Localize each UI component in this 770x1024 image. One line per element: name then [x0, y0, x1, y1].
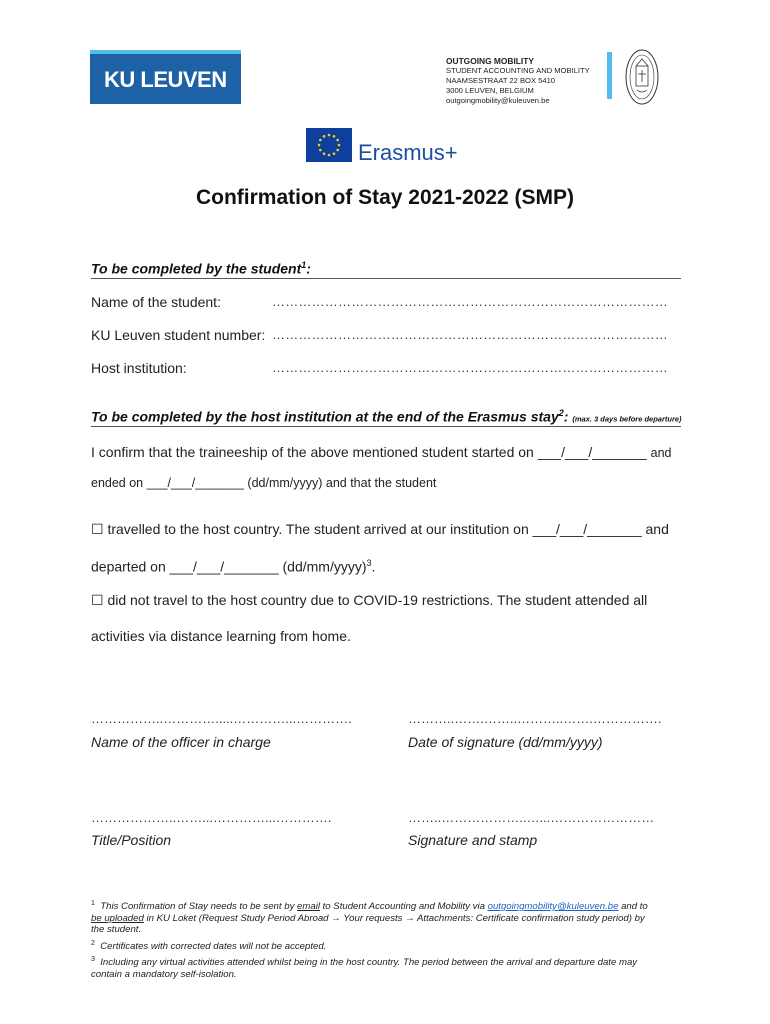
- title-position-label: Title/Position: [91, 832, 172, 848]
- eu-star-icon: [323, 152, 326, 155]
- fn-text: and to: [618, 901, 648, 913]
- eu-star-icon: [319, 139, 322, 142]
- confirm-text: I confirm that the traineeship of the above mentioned student started on ___/___/_______: [91, 444, 647, 460]
- accent-bar: [607, 52, 612, 99]
- fn-text: in KU Loket (Request Study Period Abroad → Your requests → Attachments: Certificate confirmation study period) by: [143, 912, 645, 924]
- footnote-2: [91, 938, 326, 953]
- heading-text: To be completed by the student: [91, 260, 302, 277]
- student-name-field[interactable]: ………………………………………………………………………………: [272, 294, 668, 309]
- no-travel-continuation: activities via distance learning from home.: [91, 628, 351, 644]
- student-number-label: KU Leuven student number:: [91, 327, 266, 343]
- eu-star-icon: [338, 144, 341, 147]
- heading-text: To be completed by the host institution at the end of the Erasmus stay: [91, 408, 559, 425]
- footnote-number: 1: [91, 900, 95, 907]
- travelled-option[interactable]: [91, 521, 669, 538]
- deadline-note: (max. 3 days before departure): [572, 414, 682, 424]
- no-travel-checkbox[interactable]: ☐: [91, 592, 104, 608]
- fn-text: Certificates with corrected dates will not be accepted.: [100, 941, 327, 953]
- signature-date-field[interactable]: ………..…….……..………..…….…………….: [408, 711, 662, 726]
- officer-name-field[interactable]: ……………..………….....…………...………….: [91, 711, 352, 726]
- footnote-number: 2: [91, 940, 95, 947]
- host-institution-label: Host institution:: [91, 360, 187, 376]
- fn-text: to Student Accounting and Mobility via: [319, 901, 488, 913]
- footnote-3: [91, 954, 691, 980]
- fn-text: email: [297, 901, 320, 913]
- confirm-start-line[interactable]: [91, 444, 671, 460]
- host-institution-field[interactable]: ………………………………………………………………………………: [272, 360, 668, 375]
- ended-line[interactable]: ended on ___/___/_______ (dd/mm/yyyy) and that the student: [91, 476, 437, 490]
- fn-text: be uploaded: [91, 912, 144, 924]
- eu-star-icon: [333, 135, 336, 138]
- fn-text: the student.: [91, 924, 142, 936]
- student-section-heading: [91, 260, 311, 277]
- address-block: [446, 56, 590, 106]
- eu-star-icon: [319, 149, 322, 152]
- footnote-1: [91, 898, 691, 936]
- travelled-checkbox[interactable]: ☐: [91, 521, 104, 537]
- office-name: OUTGOING MOBILITY: [446, 56, 534, 66]
- fn-text: Including any virtual activities attended whilst being in the host country. The period between the arrival and departure date may: [100, 957, 638, 969]
- address-line: STUDENT ACCOUNTING AND MOBILITY: [446, 66, 590, 75]
- university-seal-icon: [624, 48, 660, 106]
- student-number-field[interactable]: ………………………………………………………………………………: [272, 327, 668, 342]
- eu-star-icon: [336, 149, 339, 152]
- footnote-ref: 2: [558, 408, 564, 418]
- heading-colon: :: [306, 260, 311, 277]
- title-position-field[interactable]: ………………..……...…………...………….: [91, 810, 332, 825]
- no-travel-option[interactable]: [91, 592, 647, 609]
- section-divider: [91, 278, 681, 279]
- eu-star-icon: [323, 135, 326, 138]
- eu-star-icon: [328, 134, 331, 137]
- travelled-text: travelled to the host country. The student arrived at our institution on ___/___/_______ and: [107, 521, 669, 537]
- address-line: NAAMSESTRAAT 22 BOX 5410: [446, 76, 556, 85]
- fn-text: contain a mandatory self-isolation.: [91, 968, 237, 980]
- eu-star-icon: [336, 139, 339, 142]
- eu-star-icon: [333, 152, 336, 155]
- footnote-ref: 3: [366, 558, 372, 568]
- address-line: 3000 LEUVEN, BELGIUM: [446, 86, 534, 95]
- address-email: outgoingmobility@kuleuven.be: [446, 96, 550, 105]
- departed-text: departed on ___/___/_______ (dd/mm/yyyy): [91, 558, 367, 575]
- signature-stamp-field[interactable]: ……..………………..…...……………………: [408, 810, 655, 825]
- period: .: [371, 558, 376, 575]
- erasmus-plus-logo: Erasmus+: [358, 140, 458, 165]
- student-name-label: Name of the student:: [91, 294, 221, 310]
- departed-line[interactable]: [91, 558, 375, 575]
- eu-star-icon: [328, 154, 331, 157]
- email-link[interactable]: outgoingmobility@kuleuven.be: [487, 901, 619, 913]
- and-word: and: [650, 446, 672, 460]
- logo-text: KU LEUVEN: [104, 67, 227, 92]
- heading-colon: :: [563, 408, 569, 425]
- fn-text: This Confirmation of Stay needs to be sent by: [100, 901, 298, 913]
- signature-stamp-label: Signature and stamp: [408, 832, 538, 848]
- page-title: Confirmation of Stay 2021-2022 (SMP): [195, 186, 575, 209]
- officer-name-label: Name of the officer in charge: [91, 734, 271, 750]
- footnote-ref: 1: [301, 260, 307, 270]
- footnote-number: 3: [91, 956, 95, 963]
- host-section-heading: [91, 408, 682, 425]
- section-divider: [91, 426, 681, 427]
- eu-star-icon: [318, 144, 321, 147]
- ku-leuven-logo: [90, 50, 241, 104]
- no-travel-text: did not travel to the host country due to COVID-19 restrictions. The student attended all: [107, 592, 648, 608]
- eu-flag-icon: [306, 128, 352, 162]
- signature-date-label: Date of signature (dd/mm/yyyy): [408, 734, 603, 750]
